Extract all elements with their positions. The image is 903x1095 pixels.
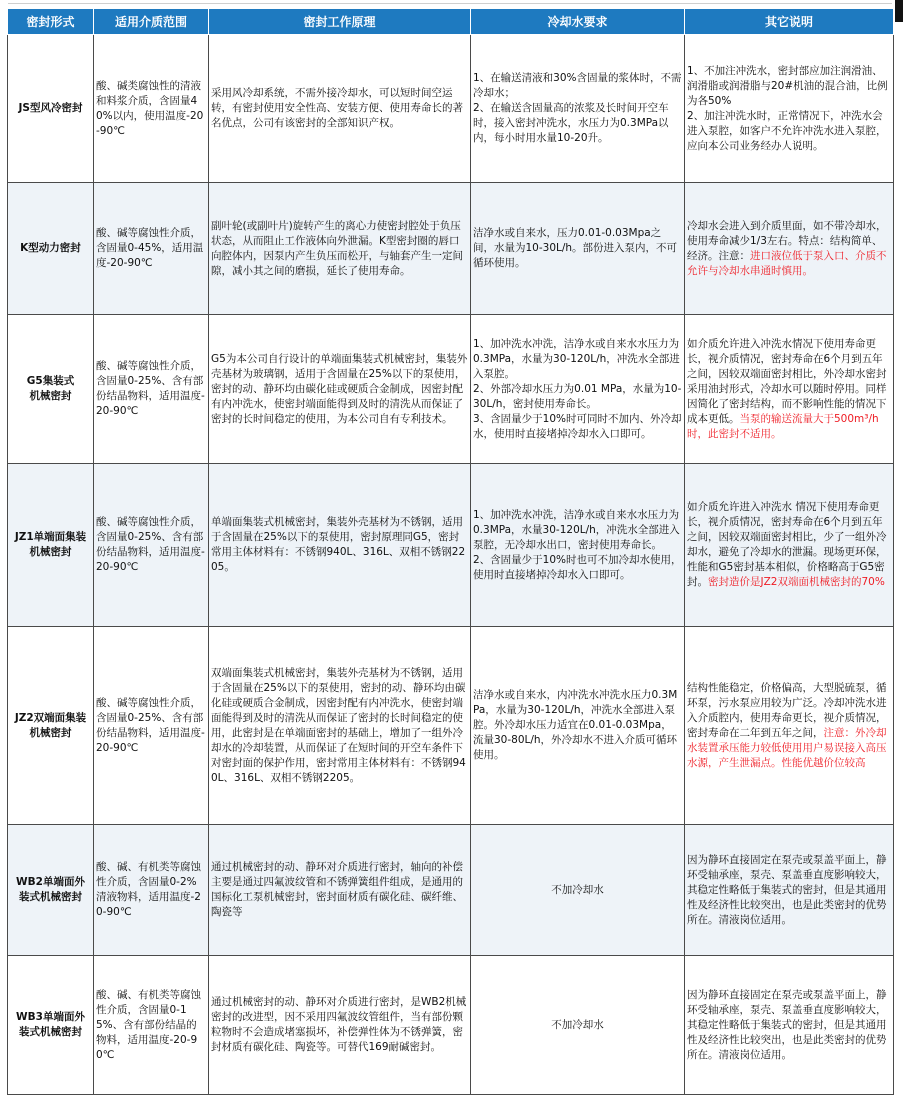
seal-comparison-table (7, 8, 894, 1095)
table-row (8, 183, 894, 315)
cooling-cell: 不加冷却水 (471, 956, 685, 1095)
cooling-cell: 不加冷却水 (471, 825, 685, 956)
medium-cell: 酸、碱等腐蚀性介质，含固量0-25%、含有部份结晶物料，适用温度-20-90℃ (94, 464, 209, 627)
principle-cell: 单端面集装式机械密封，集装外壳基材为不锈钢，适用于含固量在25%以下的泵使用，密封原理同G5，密封常用主体材料有：不锈钢940L、316L、双相不锈钢2205。 (209, 464, 471, 627)
seal-name: JZ1单端面集装 机械密封 (8, 464, 94, 627)
table-row (8, 627, 894, 825)
seal-name: JS型风冷密封 (8, 35, 94, 183)
notes-warning: 密封造价是JZ2双端面机械密封的70% (708, 576, 885, 588)
notes-cell (685, 956, 894, 1095)
notes-text: 1、不加注冲洗水，密封部应加注润滑油、润滑脂或润滑脂与20#机油的混合油，比例为各50% 2、加注冲洗水时，正常情况下，冲洗水会进入泵腔，如客户不允许冲洗水进入泵腔，应向本公司业务经办人说明。 (687, 64, 888, 152)
cooling-cell: 洁净水或自来水，内冲洗水冲洗水压力0.3MPa，水量为30-120L/h，冲洗水全部进入泵腔。外冷却水压力适宜在0.01-0.03Mpa，流量30-80L/h，外冷却水不进入介质可循环使用。 (471, 627, 685, 825)
page-top-strip (0, 0, 903, 8)
notes-cell (685, 627, 894, 825)
notes-warning: 注意：外冷却水装置承压能力较低使用用户易误接入高压水源，产生泄漏点。性能优越价位较高 (687, 726, 887, 769)
notes-text: 如介质允许进入冲洗水 情况下使用寿命更长，视介质情况，密封寿命在6个月到五年之间，因较双端面密封相比，少了一组外冷却水，避免了冷却水的泄漏。现场更环保，性能和G5密封基本相似，价格略高于G5密封。 (687, 501, 887, 588)
notes-cell (685, 825, 894, 956)
cooling-cell: 1、加冲洗水冲洗，洁净水或自来水水压力为0.3MPa，水量为30-120L/h，冲洗水全部进入泵腔。 2、外部冷却水压力为0.01 MPa，水量为10-30L/h，密封使用寿命长。 3、含固量少于10%时可同时不加内、外冷却水，使用时直接堵掉冷却水入口即可。 (471, 315, 685, 464)
cooling-cell: 1、在输送清液和30%含固量的浆体时，不需冷却水； 2、在输送含固量高的浓浆及长时间开空车时，接入密封冲洗水，水压力为0.3MPa以内，每小时用水量10-20升。 (471, 35, 685, 183)
medium-cell: 酸、碱类腐蚀性的清液和料浆介质，含固量40%以内，使用温度-20-90℃ (94, 35, 209, 183)
medium-cell: 酸、碱、有机类等腐蚀性介质，含固量0-2%清液物料，适用温度-20-90℃ (94, 825, 209, 956)
seal-name: WB2单端面外 装式机械密封 (8, 825, 94, 956)
seal-name: WB3单端面外 装式机械密封 (8, 956, 94, 1095)
table-row (8, 825, 894, 956)
notes-text: 结构性能稳定，价格偏高，大型脱硫泵，循环泵，污水泵应用较为广泛。冷却冲洗水进入介质腔内，使用寿命更长，视介质情况，密封寿命在二年到五年之间， (687, 681, 887, 739)
principle-cell: 副叶轮(或副叶片)旋转产生的离心力使密封腔处于负压状态，从而阻止工作液体向外泄漏。K型密封圈的唇口向腔体内，因泵内产生负压而松开，与轴套产生一定间隙，减小其之间的磨损，延长了使用寿命。 (209, 183, 471, 315)
notes-warning: 进口液位低于泵入口、介质不允许与冷却水串通时慎用。 (687, 249, 887, 277)
seal-name: JZ2双端面集装 机械密封 (8, 627, 94, 825)
notes-cell (685, 183, 894, 315)
corner-mark (895, 0, 903, 22)
header-medium-range: 适用介质范围 (94, 9, 209, 35)
header-seal-type: 密封形式 (8, 9, 94, 35)
seal-name: G5集装式 机械密封 (8, 315, 94, 464)
table-row (8, 35, 894, 183)
table-header-row (8, 9, 894, 35)
principle-cell: G5为本公司自行设计的单端面集装式机械密封，集装外壳基材为玻璃钢，适用于含固量在25%以下的泵使用，密封的动、静环均由碳化硅或硬质合金制成，因密封配有内冲洗水，使密封端面能得到及时的清洗从而保证了密封的长时间稳定的使用，为本公司自有专利技术。 (209, 315, 471, 464)
medium-cell: 酸、碱等腐蚀性介质，含固量0-25%、含有部份结晶物料，适用温度-20-90℃ (94, 627, 209, 825)
medium-cell: 酸、碱、有机类等腐蚀性介质，含固量0-15%、含有部份结晶的物料，适用温度-20-90℃ (94, 956, 209, 1095)
notes-cell (685, 464, 894, 627)
principle-cell: 采用风冷却系统，不需外接冷却水，可以短时间空运转，有密封使用安全性高、安装方便、使用寿命长的著名优点，公司有该密封的全部知识产权。 (209, 35, 471, 183)
notes-cell (685, 315, 894, 464)
cooling-cell: 1、加冲洗水冲洗，洁净水或自来水水压力为0.3MPa，水量30-120L/h，冲洗水全部进入泵腔，无冷却水出口，密封使用寿命长。 2、含固量少于10%时也可不加冷却水使用，使用时直接堵掉冷却水入口即可。 (471, 464, 685, 627)
table-row (8, 464, 894, 627)
notes-text: 因为静环直接固定在泵壳或泵盖平面上，静环受轴承座，泵壳、泵盖垂直度影响较大，其稳定性略低于集装式的密封，但是其通用性及经济性比较突出，也是此类密封的优势所在。清液岗位适用。 (687, 988, 887, 1061)
principle-cell: 通过机械密封的动、静环对介质进行密封，轴向的补偿主要是通过四氟波纹管和不锈弹簧组件组成，是通用的国标化工泵机械密封，密封面材质有碳化硅、碳纤维、陶瓷等 (209, 825, 471, 956)
header-working-principle: 密封工作原理 (209, 9, 471, 35)
table-row (8, 956, 894, 1095)
header-other-notes: 其它说明 (685, 9, 894, 35)
notes-cell (685, 35, 894, 183)
principle-cell: 通过机械密封的动、静环对介质进行密封，是WB2机械密封的改进型，因不采用四氟波纹管组件，当有部份颗粒物时不会造成堵塞损坏，补偿弹性体为不锈弹簧，密封材质有碳化硅、陶瓷等。可替代169耐碱密封。 (209, 956, 471, 1095)
cooling-cell: 洁净水或自来水，压力0.01-0.03Mpa之间，水量为10-30L/h。部份进入泵内，不可循环使用。 (471, 183, 685, 315)
medium-cell: 酸、碱等腐蚀性介质，含固量0-25%、含有部份结晶物料，适用温度-20-90℃ (94, 315, 209, 464)
notes-text: 如介质允许进入冲洗水情况下使用寿命更长，视介质情况，密封寿命在6个月到五年之间，因较双端面密封相比，外冷却水密封采用油封形式，冷却水可以随时停用。同样因简化了密封结构，而不影响性能的情况下成本更低。 (687, 337, 887, 425)
header-cooling-water: 冷却水要求 (471, 9, 685, 35)
notes-text: 因为静环直接固定在泵壳或泵盖平面上，静环受轴承座，泵壳、泵盖垂直度影响较大，其稳定性略低于集装式的密封，但是其通用性及经济性比较突出，也是此类密封的优势所在。清液岗位适用。 (687, 853, 887, 926)
principle-cell: 双端面集装式机械密封，集装外壳基材为不锈钢，适用于含固量在25%以下的泵使用，密封的动、静环均由碳化硅或硬质合金制成，因密封配有内冲洗水，使密封端面能得到及时的清洗从而保证了密封的长时间稳定的使用，此密封是在单端面密封的基础上，增加了一组外冷却水的冷却装置，从而保证了在短时间的开空车条件下对密封面的保护作用，密封常用主体材料有：不锈钢940L、316L、双相不锈钢2205。 (209, 627, 471, 825)
seal-name: K型动力密封 (8, 183, 94, 315)
notes-text: 冷却水会进入到介质里面，如不带冷却水，使用寿命减少1/3左右。特点：结构简单、经济。注意： (687, 219, 887, 262)
top-divider (8, 3, 892, 4)
medium-cell: 酸、碱等腐蚀性介质，含固量0-45%，适用温度-20-90℃ (94, 183, 209, 315)
table-row (8, 315, 894, 464)
notes-warning: 当泵的输送流量大于500m³/h时，此密封不适用。 (687, 412, 879, 440)
